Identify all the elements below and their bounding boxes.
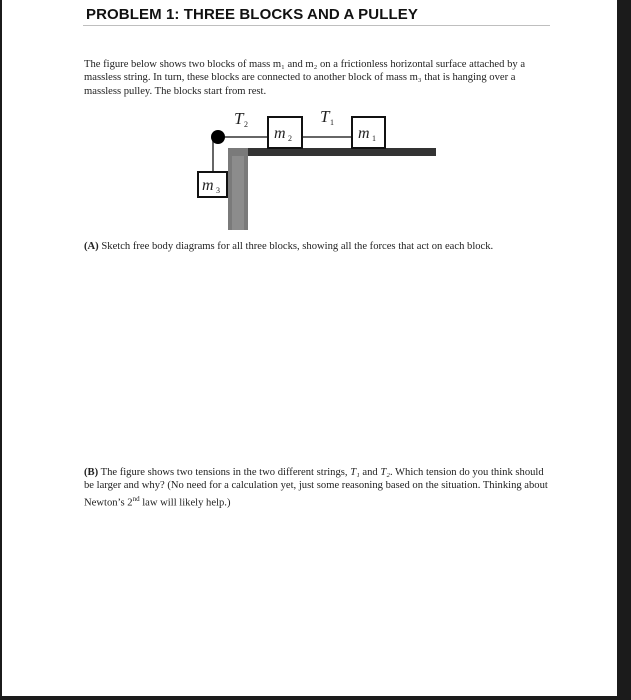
part-b-label: (B)	[84, 467, 99, 478]
part-b-t1: T₁	[350, 467, 360, 478]
pulley	[211, 130, 225, 144]
pulley-figure	[192, 104, 442, 234]
title-divider	[83, 25, 550, 26]
block-m2-label: m	[274, 125, 286, 142]
intro-paragraph: The figure below shows two blocks of mass m₁ and m₂ on a frictionless horizontal surface attached by a massless string. In turn, these blocks are connected to another block of mass m₃ that is hanging over a massless pulley. The blocks start from rest.	[84, 59, 526, 97]
tension-t1-label: T	[320, 107, 330, 126]
block-m2-sub: 2	[288, 134, 292, 143]
block-m3-label: m	[202, 177, 214, 194]
part-b-and: and	[359, 467, 381, 478]
block-m3-sub: 3	[216, 186, 220, 195]
part-b-t2: T₂	[380, 467, 390, 478]
part-b-text-1: The figure shows two tensions in the two different strings,	[100, 467, 351, 478]
block-m1-label: m	[358, 125, 370, 142]
part-b-sup: nd	[132, 494, 140, 503]
part-a-text: Sketch free body diagrams for all three blocks, showing all the forces that act on each block.	[101, 241, 494, 252]
block-m1-sub: 1	[372, 134, 376, 143]
part-a-label: (A)	[84, 241, 99, 252]
tension-t2-sub: 2	[244, 120, 248, 129]
tension-t1-sub: 1	[330, 118, 334, 127]
part-b-question	[84, 466, 548, 510]
table-surface	[228, 148, 436, 156]
part-b-text-2: . Which tension do you think should be larger and why? (No need for a calculation yet, just some reasoning based on the situation. Thinking about Newton’s 2	[84, 467, 548, 509]
part-b-text-3: law will likely help.)	[139, 497, 231, 509]
page-title: PROBLEM 1: THREE BLOCKS AND A PULLEY	[86, 6, 418, 23]
tension-t2-label: T	[234, 109, 244, 128]
document-page	[2, 0, 617, 696]
part-a-question	[84, 240, 548, 253]
